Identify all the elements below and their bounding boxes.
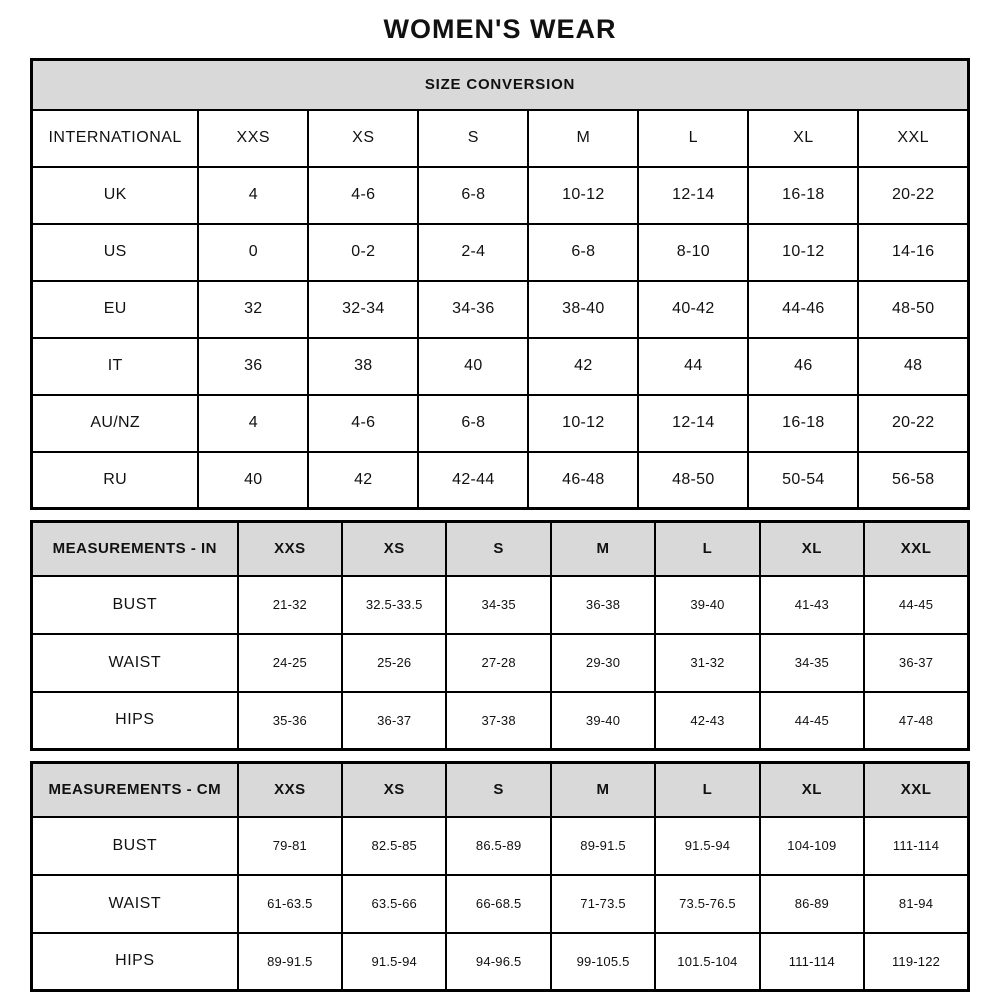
value-cell: 89-91.5 — [551, 817, 655, 875]
value-cell: 10-12 — [528, 395, 638, 452]
value-cell: 41-43 — [760, 576, 864, 634]
value-cell: 40 — [198, 452, 308, 509]
value-cell: 86-89 — [760, 875, 864, 933]
value-cell: 36-37 — [864, 634, 968, 692]
value-cell: 4 — [198, 395, 308, 452]
column-header-row — [32, 522, 969, 576]
value-cell: 31-32 — [655, 634, 759, 692]
value-cell: 48 — [858, 338, 968, 395]
table-row — [32, 576, 969, 634]
value-cell: 111-114 — [864, 817, 968, 875]
row-label: IT — [32, 338, 199, 395]
table-row — [32, 452, 969, 509]
row-label: UK — [32, 167, 199, 224]
value-cell: 44-46 — [748, 281, 858, 338]
column-header-xl: XL — [748, 110, 858, 167]
value-cell: 89-91.5 — [238, 933, 342, 991]
value-cell: 111-114 — [760, 933, 864, 991]
value-cell: 42 — [528, 338, 638, 395]
value-cell: 16-18 — [748, 167, 858, 224]
value-cell: 66-68.5 — [446, 875, 550, 933]
value-cell: 0-2 — [308, 224, 418, 281]
value-cell: 42-44 — [418, 452, 528, 509]
value-cell: 94-96.5 — [446, 933, 550, 991]
row-label: HIPS — [32, 933, 238, 991]
value-cell: 4 — [198, 167, 308, 224]
column-header-l: L — [638, 110, 748, 167]
value-cell: 25-26 — [342, 634, 446, 692]
value-cell: 42 — [308, 452, 418, 509]
value-cell: 82.5-85 — [342, 817, 446, 875]
column-header-m: M — [551, 763, 655, 817]
value-cell: 71-73.5 — [551, 875, 655, 933]
value-cell: 12-14 — [638, 167, 748, 224]
page-title: WOMEN'S WEAR — [383, 14, 617, 44]
table-row — [32, 281, 969, 338]
table-size-conversion — [30, 58, 970, 510]
column-header-xl: XL — [760, 763, 864, 817]
column-header-s: S — [446, 522, 550, 576]
table-row — [32, 338, 969, 395]
table-row — [32, 395, 969, 452]
table-row — [32, 224, 969, 281]
size-chart-page — [30, 0, 970, 992]
column-header-s: S — [446, 763, 550, 817]
size-conversion-banner-title: SIZE CONVERSION — [32, 60, 969, 110]
value-cell: 20-22 — [858, 395, 968, 452]
table-row — [32, 634, 969, 692]
value-cell: 24-25 — [238, 634, 342, 692]
value-cell: 79-81 — [238, 817, 342, 875]
column-header-xs: XS — [308, 110, 418, 167]
value-cell: 10-12 — [748, 224, 858, 281]
value-cell: 35-36 — [238, 692, 342, 750]
table-row — [32, 167, 969, 224]
row-label: WAIST — [32, 875, 238, 933]
row-label: HIPS — [32, 692, 238, 750]
value-cell: 8-10 — [638, 224, 748, 281]
value-cell: 32.5-33.5 — [342, 576, 446, 634]
value-cell: 36-38 — [551, 576, 655, 634]
table-row — [32, 692, 969, 750]
value-cell: 21-32 — [238, 576, 342, 634]
column-header-xxl: XXL — [864, 763, 968, 817]
value-cell: 91.5-94 — [342, 933, 446, 991]
value-cell: 48-50 — [638, 452, 748, 509]
value-cell: 46-48 — [528, 452, 638, 509]
row-label: WAIST — [32, 634, 238, 692]
value-cell: 10-12 — [528, 167, 638, 224]
value-cell: 40-42 — [638, 281, 748, 338]
value-cell: 38 — [308, 338, 418, 395]
value-cell: 38-40 — [528, 281, 638, 338]
value-cell: 39-40 — [655, 576, 759, 634]
size-conversion-corner-label: INTERNATIONAL — [32, 110, 199, 167]
value-cell: 40 — [418, 338, 528, 395]
column-header-xl: XL — [760, 522, 864, 576]
column-header-xs: XS — [342, 763, 446, 817]
value-cell: 20-22 — [858, 167, 968, 224]
column-header-row — [32, 110, 969, 167]
row-label: US — [32, 224, 199, 281]
column-header-m: M — [528, 110, 638, 167]
value-cell: 34-35 — [760, 634, 864, 692]
value-cell: 63.5-66 — [342, 875, 446, 933]
column-header-xxl: XXL — [864, 522, 968, 576]
value-cell: 27-28 — [446, 634, 550, 692]
value-cell: 32 — [198, 281, 308, 338]
value-cell: 48-50 — [858, 281, 968, 338]
banner-row — [32, 60, 969, 110]
value-cell: 14-16 — [858, 224, 968, 281]
row-label: EU — [32, 281, 199, 338]
row-label: BUST — [32, 576, 238, 634]
value-cell: 0 — [198, 224, 308, 281]
tables-container — [30, 58, 970, 992]
value-cell: 56-58 — [858, 452, 968, 509]
value-cell: 50-54 — [748, 452, 858, 509]
value-cell: 39-40 — [551, 692, 655, 750]
row-label: AU/NZ — [32, 395, 199, 452]
column-header-xxs: XXS — [198, 110, 308, 167]
row-label: RU — [32, 452, 199, 509]
column-header-row — [32, 763, 969, 817]
column-header-l: L — [655, 522, 759, 576]
column-header-xs: XS — [342, 522, 446, 576]
value-cell: 99-105.5 — [551, 933, 655, 991]
value-cell: 6-8 — [418, 395, 528, 452]
value-cell: 16-18 — [748, 395, 858, 452]
value-cell: 4-6 — [308, 395, 418, 452]
value-cell: 4-6 — [308, 167, 418, 224]
table-row — [32, 875, 969, 933]
table-row — [32, 817, 969, 875]
column-header-m: M — [551, 522, 655, 576]
value-cell: 37-38 — [446, 692, 550, 750]
value-cell: 32-34 — [308, 281, 418, 338]
value-cell: 6-8 — [418, 167, 528, 224]
value-cell: 61-63.5 — [238, 875, 342, 933]
value-cell: 36-37 — [342, 692, 446, 750]
value-cell: 44-45 — [760, 692, 864, 750]
value-cell: 6-8 — [528, 224, 638, 281]
value-cell: 104-109 — [760, 817, 864, 875]
value-cell: 91.5-94 — [655, 817, 759, 875]
value-cell: 2-4 — [418, 224, 528, 281]
value-cell: 101.5-104 — [655, 933, 759, 991]
column-header-xxs: XXS — [238, 522, 342, 576]
table-row — [32, 933, 969, 991]
column-header-xxl: XXL — [858, 110, 968, 167]
measurements-in-corner-label: MEASUREMENTS - IN — [32, 522, 238, 576]
value-cell: 36 — [198, 338, 308, 395]
measurements-cm-corner-label: MEASUREMENTS - CM — [32, 763, 238, 817]
column-header-l: L — [655, 763, 759, 817]
value-cell: 42-43 — [655, 692, 759, 750]
value-cell: 46 — [748, 338, 858, 395]
value-cell: 29-30 — [551, 634, 655, 692]
value-cell: 12-14 — [638, 395, 748, 452]
value-cell: 81-94 — [864, 875, 968, 933]
row-label: BUST — [32, 817, 238, 875]
value-cell: 34-36 — [418, 281, 528, 338]
value-cell: 44-45 — [864, 576, 968, 634]
value-cell: 73.5-76.5 — [655, 875, 759, 933]
value-cell: 47-48 — [864, 692, 968, 750]
table-measurements-in — [30, 520, 970, 751]
value-cell: 34-35 — [446, 576, 550, 634]
value-cell: 86.5-89 — [446, 817, 550, 875]
column-header-s: S — [418, 110, 528, 167]
column-header-xxs: XXS — [238, 763, 342, 817]
value-cell: 119-122 — [864, 933, 968, 991]
value-cell: 44 — [638, 338, 748, 395]
table-measurements-cm — [30, 761, 970, 992]
